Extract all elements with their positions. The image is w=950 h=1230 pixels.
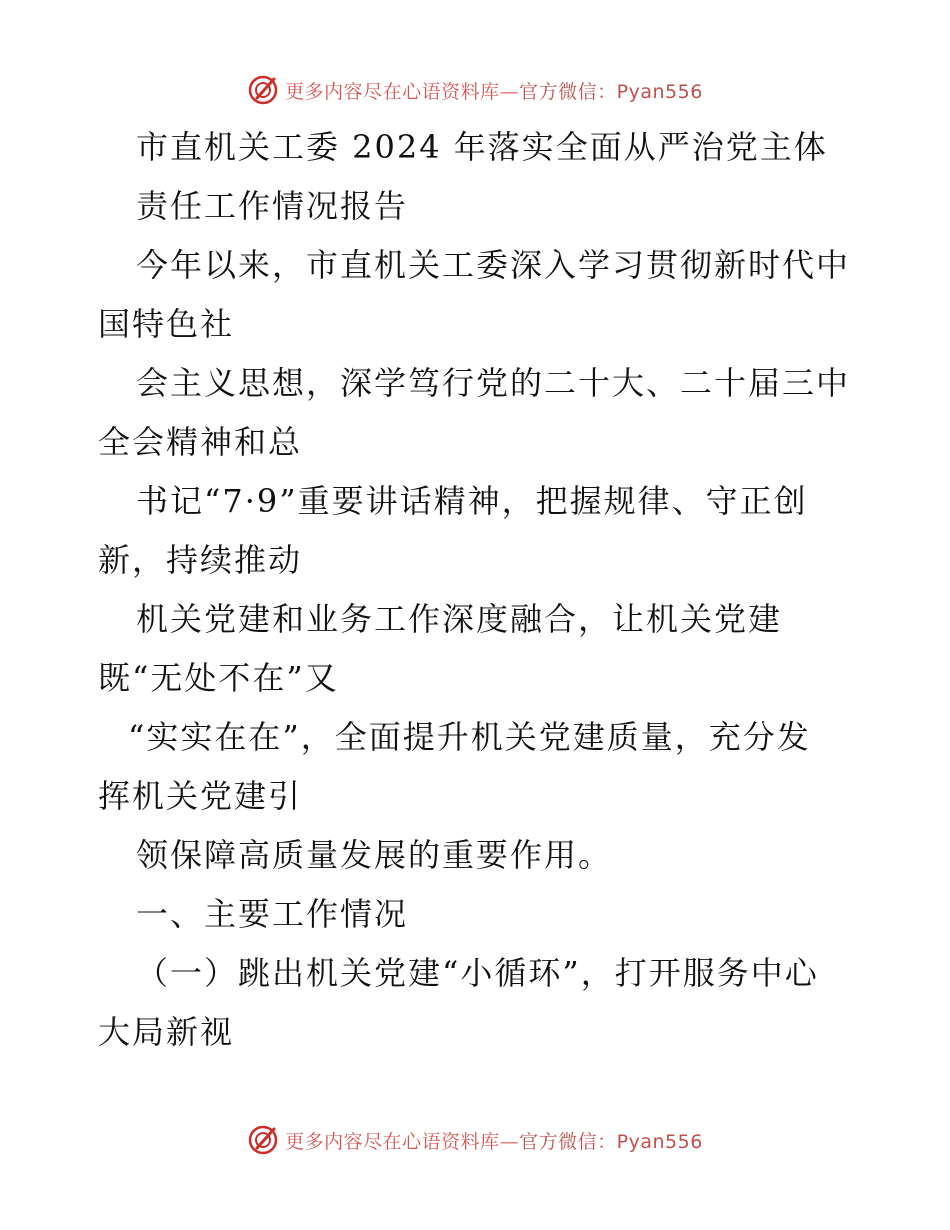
paragraph-line: 大局新视 bbox=[98, 1013, 235, 1051]
paragraph-line: 挥机关党建引 bbox=[98, 777, 303, 815]
paragraph-line: 会主义思想，深学笃行党的二十大、二十届三中 bbox=[136, 364, 851, 402]
paragraph-line: 全会精神和总 bbox=[98, 423, 303, 461]
paragraph-line: 书记“7·9”重要讲话精神，把握规律、守正创 bbox=[136, 482, 808, 520]
watermark-text: 更多内容尽在心语资料库—官方微信：Pyan556 bbox=[285, 80, 703, 103]
document-body bbox=[98, 118, 858, 1062]
paragraph-line: 机关党建和业务工作深度融合，让机关党建 bbox=[136, 600, 783, 638]
paragraph-line: 既“无处不在”又 bbox=[98, 659, 339, 697]
document-title-line-1: 市直机关工委 2024 年落实全面从严治党主体 bbox=[136, 128, 828, 166]
section-heading: 一、主要工作情况 bbox=[136, 895, 409, 933]
paragraph-line: “实实在在”，全面提升机关党建质量，充分发 bbox=[128, 718, 811, 756]
document-title-line-2: 责任工作情况报告 bbox=[136, 187, 409, 225]
watermark-header bbox=[0, 70, 950, 110]
subsection-heading: （一）跳出机关党建“小循环”，打开服务中心 bbox=[136, 954, 819, 992]
paragraph-line: 今年以来，市直机关工委深入学习贯彻新时代中 bbox=[136, 246, 851, 284]
watermark-footer bbox=[0, 1120, 950, 1160]
paragraph-line: 国特色社 bbox=[98, 305, 235, 343]
watermark-logo-icon bbox=[247, 1124, 279, 1156]
watermark-text: 更多内容尽在心语资料库—官方微信：Pyan556 bbox=[285, 1130, 703, 1153]
paragraph-line: 领保障高质量发展的重要作用。 bbox=[136, 836, 613, 874]
paragraph-line: 新，持续推动 bbox=[98, 541, 303, 579]
watermark-logo-icon bbox=[247, 74, 279, 106]
